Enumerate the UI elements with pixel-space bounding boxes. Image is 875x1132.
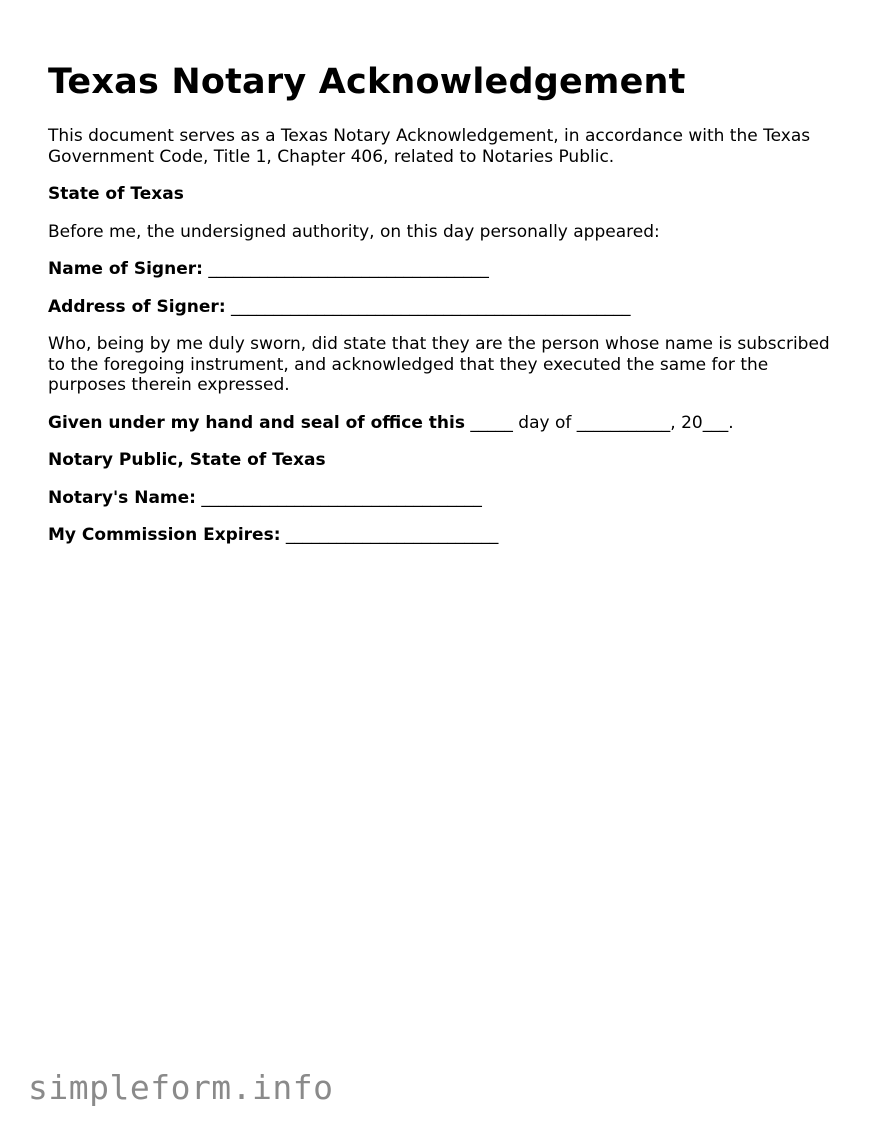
day-of-text: day of bbox=[518, 412, 572, 433]
notary-name-blank[interactable]: _________________________________ bbox=[201, 487, 482, 508]
notary-name-line bbox=[48, 488, 838, 509]
document-page bbox=[48, 60, 838, 563]
before-me-paragraph: Before me, the undersigned authority, on this day personally appeared: bbox=[48, 221, 660, 242]
sworn-statement-paragraph: Who, being by me duly sworn, did state that they are the person whose name is subscribed to the foregoing instrument, and acknowledged that they executed the same for the purposes therein expressed. bbox=[48, 334, 830, 395]
month-blank[interactable]: ___________, bbox=[576, 412, 676, 433]
signer-address-label: Address of Signer: bbox=[48, 296, 226, 317]
day-blank[interactable]: _____ bbox=[470, 412, 513, 433]
commission-expires-blank[interactable]: _________________________ bbox=[285, 525, 499, 545]
signer-name-line bbox=[48, 259, 838, 280]
year-blank[interactable]: 20___. bbox=[681, 412, 734, 433]
signer-name-blank[interactable]: _________________________________ bbox=[208, 259, 489, 279]
signer-address-blank[interactable]: _______________________________________________ bbox=[231, 296, 631, 317]
page-title: Texas Notary Acknowledgement bbox=[48, 62, 686, 102]
commission-expires-line bbox=[48, 525, 838, 546]
notary-name-label: Notary's Name: bbox=[48, 487, 196, 508]
signer-name-label: Name of Signer: bbox=[48, 259, 203, 279]
notary-public-heading: Notary Public, State of Texas bbox=[48, 450, 326, 470]
given-under-label: Given under my hand and seal of office this bbox=[48, 412, 465, 433]
intro-paragraph: This document serves as a Texas Notary Acknowledgement, in accordance with the Texas Government Code, Title 1, Chapter 406, related to Notaries Public. bbox=[48, 126, 811, 167]
given-under-line bbox=[48, 413, 838, 434]
watermark: simpleform.info bbox=[28, 1068, 334, 1107]
state-heading: State of Texas bbox=[48, 184, 184, 204]
signer-address-line bbox=[48, 297, 838, 318]
commission-expires-label: My Commission Expires: bbox=[48, 525, 281, 545]
